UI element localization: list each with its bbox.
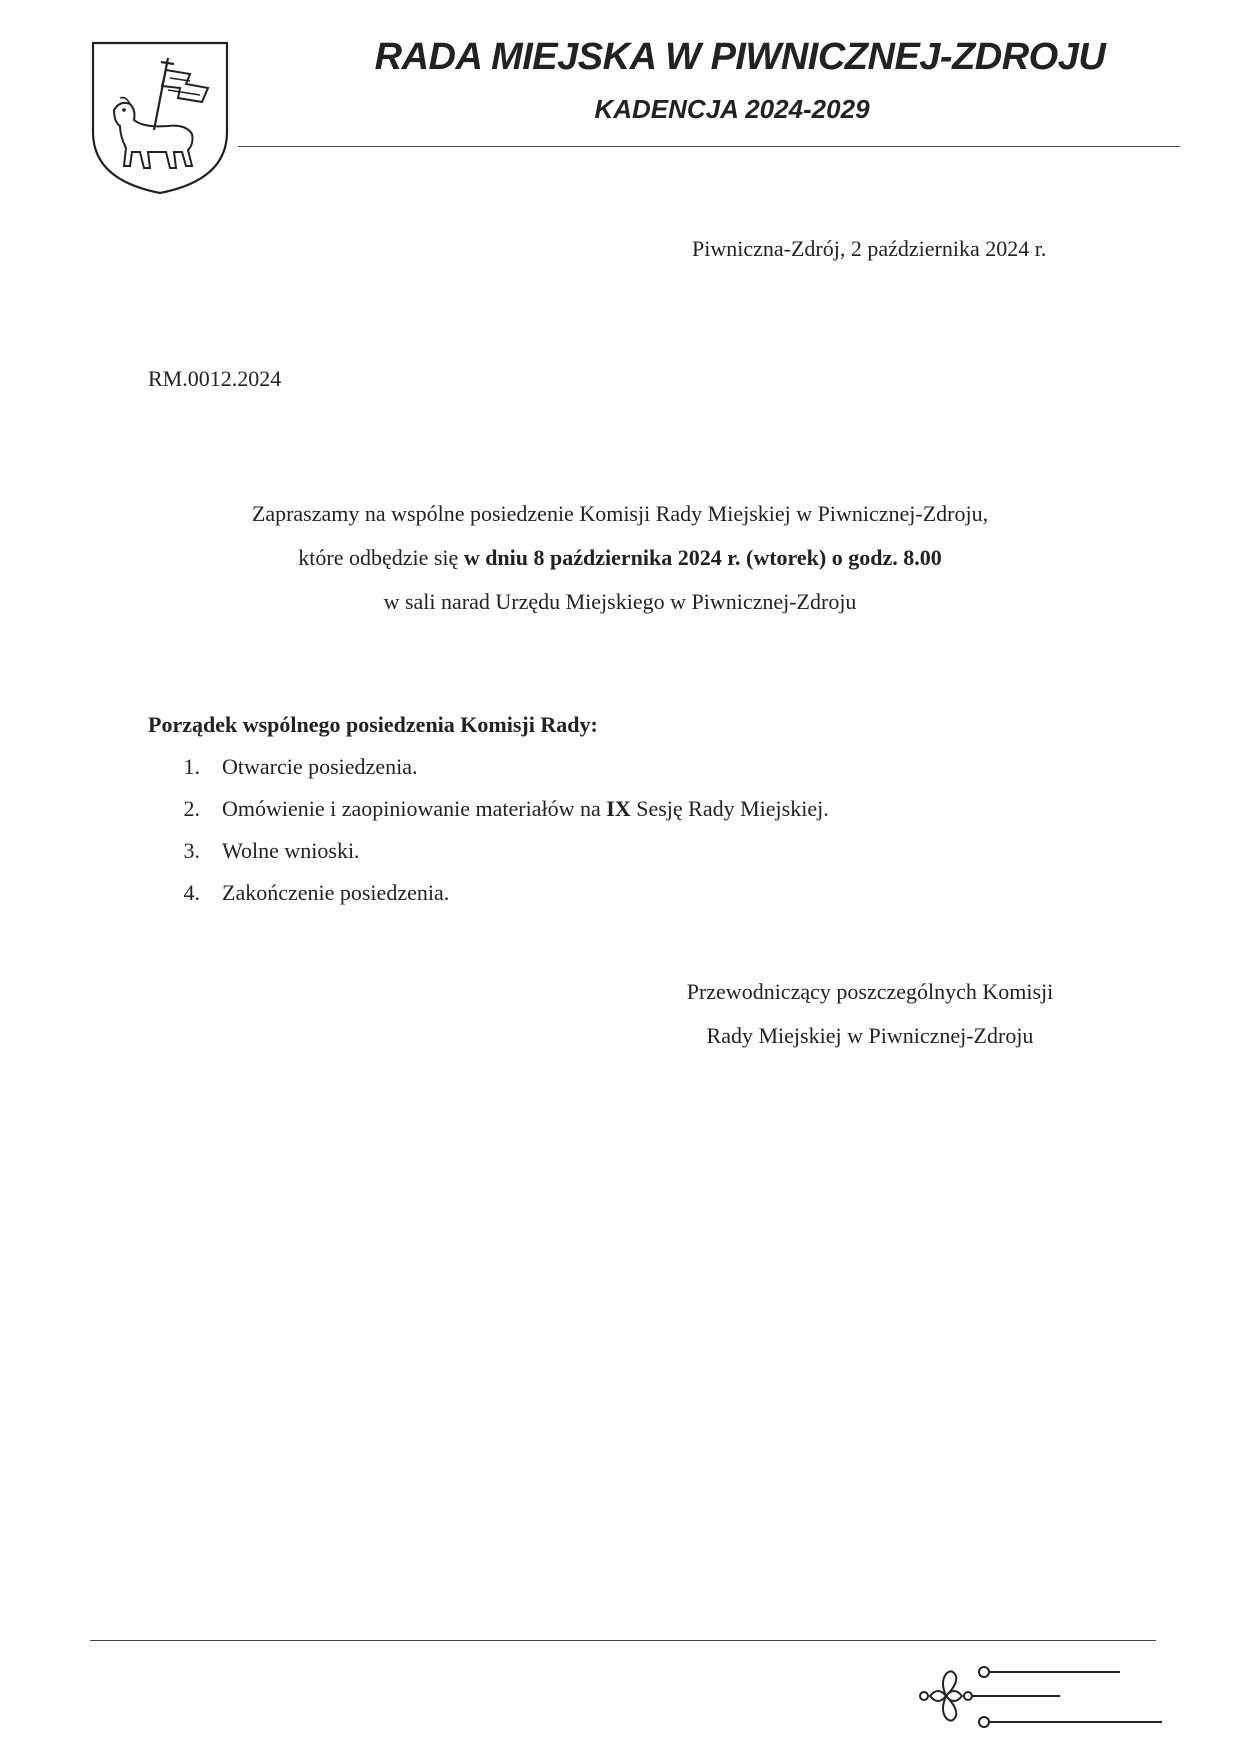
invitation-text [120, 492, 1120, 624]
decorative-flourish-icon [900, 1652, 1170, 1742]
invitation-line-3: w sali narad Urzędu Miejskiego w Piwnicznej-Zdroju [383, 589, 857, 614]
council-title: RADA MIEJSKA W PIWNICZNEJ-ZDROJU [374, 36, 1106, 78]
term-subtitle: KADENCJA 2024-2029 [594, 94, 870, 124]
agenda-heading: Porządek wspólnego posiedzenia Komisji Rady: [148, 712, 598, 737]
coat-of-arms-lamb-icon [90, 40, 230, 196]
reference-number: RM.0012.2024 [148, 366, 282, 391]
header-divider [238, 146, 1180, 147]
agenda-item [148, 754, 829, 796]
meeting-date-time: w dniu 8 października 2024 r. (wtorek) o godz. 8.00 [463, 545, 942, 570]
signature-block [640, 970, 1100, 1058]
invitation-line-2 [120, 536, 1120, 580]
agenda-item-text: Wolne wnioski. [222, 838, 360, 863]
session-number: IX [606, 796, 631, 821]
agenda-item-text [222, 796, 829, 838]
agenda-item-text: Zakończenie posiedzenia. [222, 880, 450, 905]
agenda-item-text: Otwarcie posiedzenia. [222, 754, 418, 779]
agenda-item-number: 1. [183, 754, 200, 779]
agenda-item-number: 2. [183, 796, 200, 821]
agenda-item-text-before: Omówienie i zaopiniowanie materiałów na [222, 796, 607, 821]
invitation-line-1: Zapraszamy na wspólne posiedzenie Komisji Rady Miejskiej w Piwnicznej-Zdroju, [251, 501, 989, 526]
footer-divider [90, 1640, 1156, 1641]
signature-line-1: Przewodniczący poszczególnych Komisji [686, 979, 1054, 1004]
agenda-item-number: 3. [183, 838, 200, 863]
agenda-list [148, 754, 829, 922]
agenda-item-number: 4. [183, 880, 200, 905]
agenda-item [148, 796, 829, 838]
agenda-item [148, 880, 829, 922]
date-line: Piwniczna-Zdrój, 2 października 2024 r. [692, 236, 1047, 261]
invitation-line-2-prefix: które odbędzie się [298, 545, 464, 570]
agenda-item-text-after: Sesję Rady Miejskiej. [630, 796, 829, 821]
agenda-item [148, 838, 829, 880]
signature-line-2: Rady Miejskiej w Piwnicznej-Zdroju [706, 1023, 1034, 1048]
